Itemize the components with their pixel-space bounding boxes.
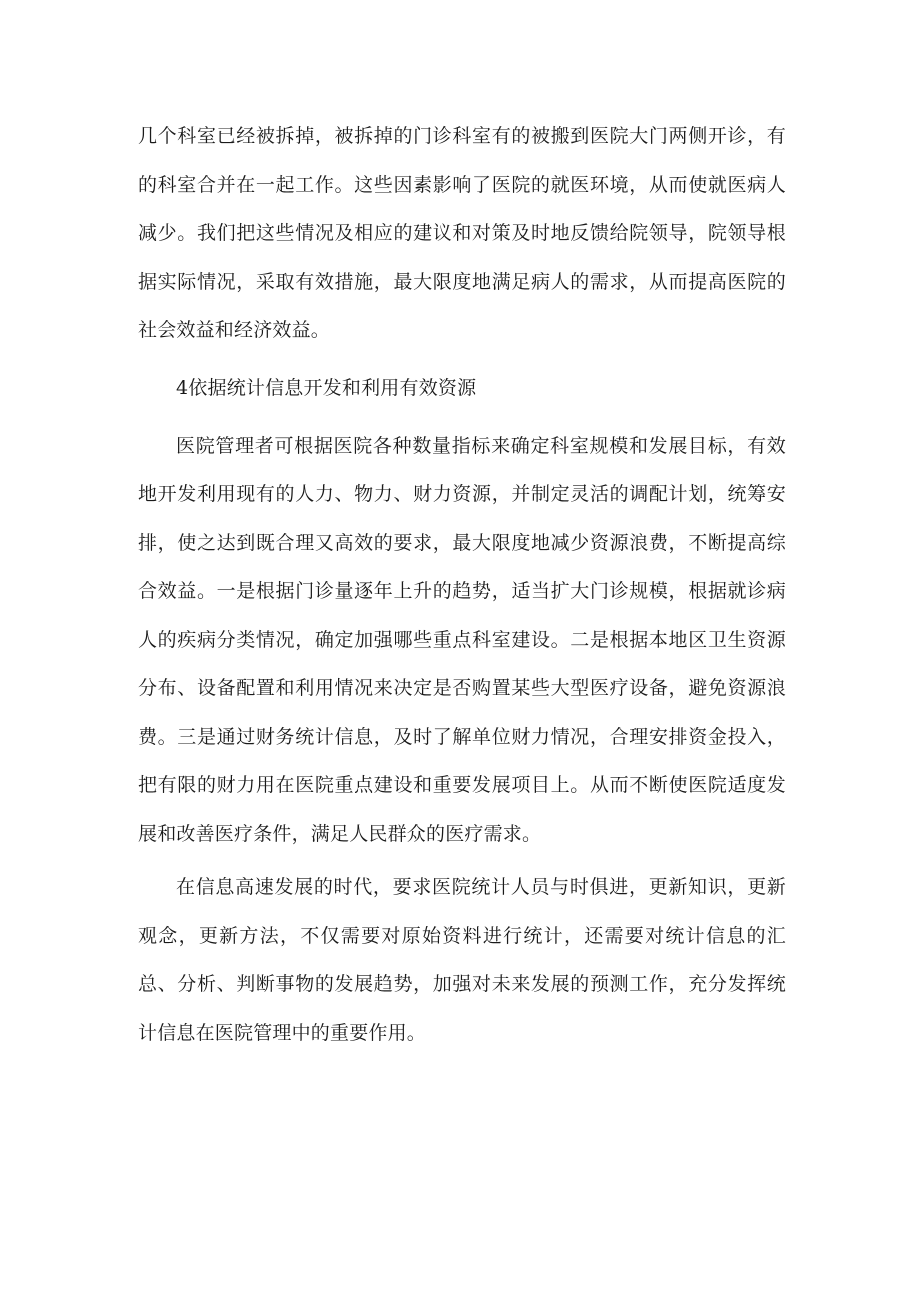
- paragraph-conclusion: 在信息高速发展的时代，要求医院统计人员与时俱进，更新知识，更新观念，更新方法，不仅需要对原始资料进行统计，还需要对统计信息的汇总、分析、判断事物的发展趋势，加强对未来发展的预测工作，充分发挥统计信息在医院管理中的重要作用。: [138, 876, 786, 1044]
- section-heading: 4依据统计信息开发和利用有效资源: [176, 376, 477, 399]
- document-body: [138, 112, 786, 1057]
- paragraph-resources: 医院管理者可根据医院各种数量指标来确定科室规模和发展目标，有效地开发利用现有的人力、物力、财力资源，并制定灵活的调配计划，统筹安排，使之达到既合理又高效的要求，最大限度地减少资源浪费，不断提高综合效益。一是根据门诊量逐年上升的趋势，适当扩大门诊规模，根据就诊病人的疾病分类情况，确定加强哪些重点科室建设。二是根据本地区卫生资源分布、设备配置和利用情况来决定是否购置某些大型医疗设备，避免资源浪费。三是通过财务统计信息，及时了解单位财力情况，合理安排资金投入，把有限的财力用在医院重点建设和重要发展项目上。从而不断使医院适度发展和改善医疗条件，满足人民群众的医疗需求。: [138, 434, 786, 845]
- paragraph-continued: 几个科室已经被拆掉，被拆掉的门诊科室有的被搬到医院大门两侧开诊，有的科室合并在一起工作。这些因素影响了医院的就医环境，从而使就医病人减少。我们把这些情况及相应的建议和对策及时地反馈给院领导，院领导根据实际情况，采取有效措施，最大限度地满足病人的需求，从而提高医院的社会效益和经济效益。: [138, 125, 786, 341]
